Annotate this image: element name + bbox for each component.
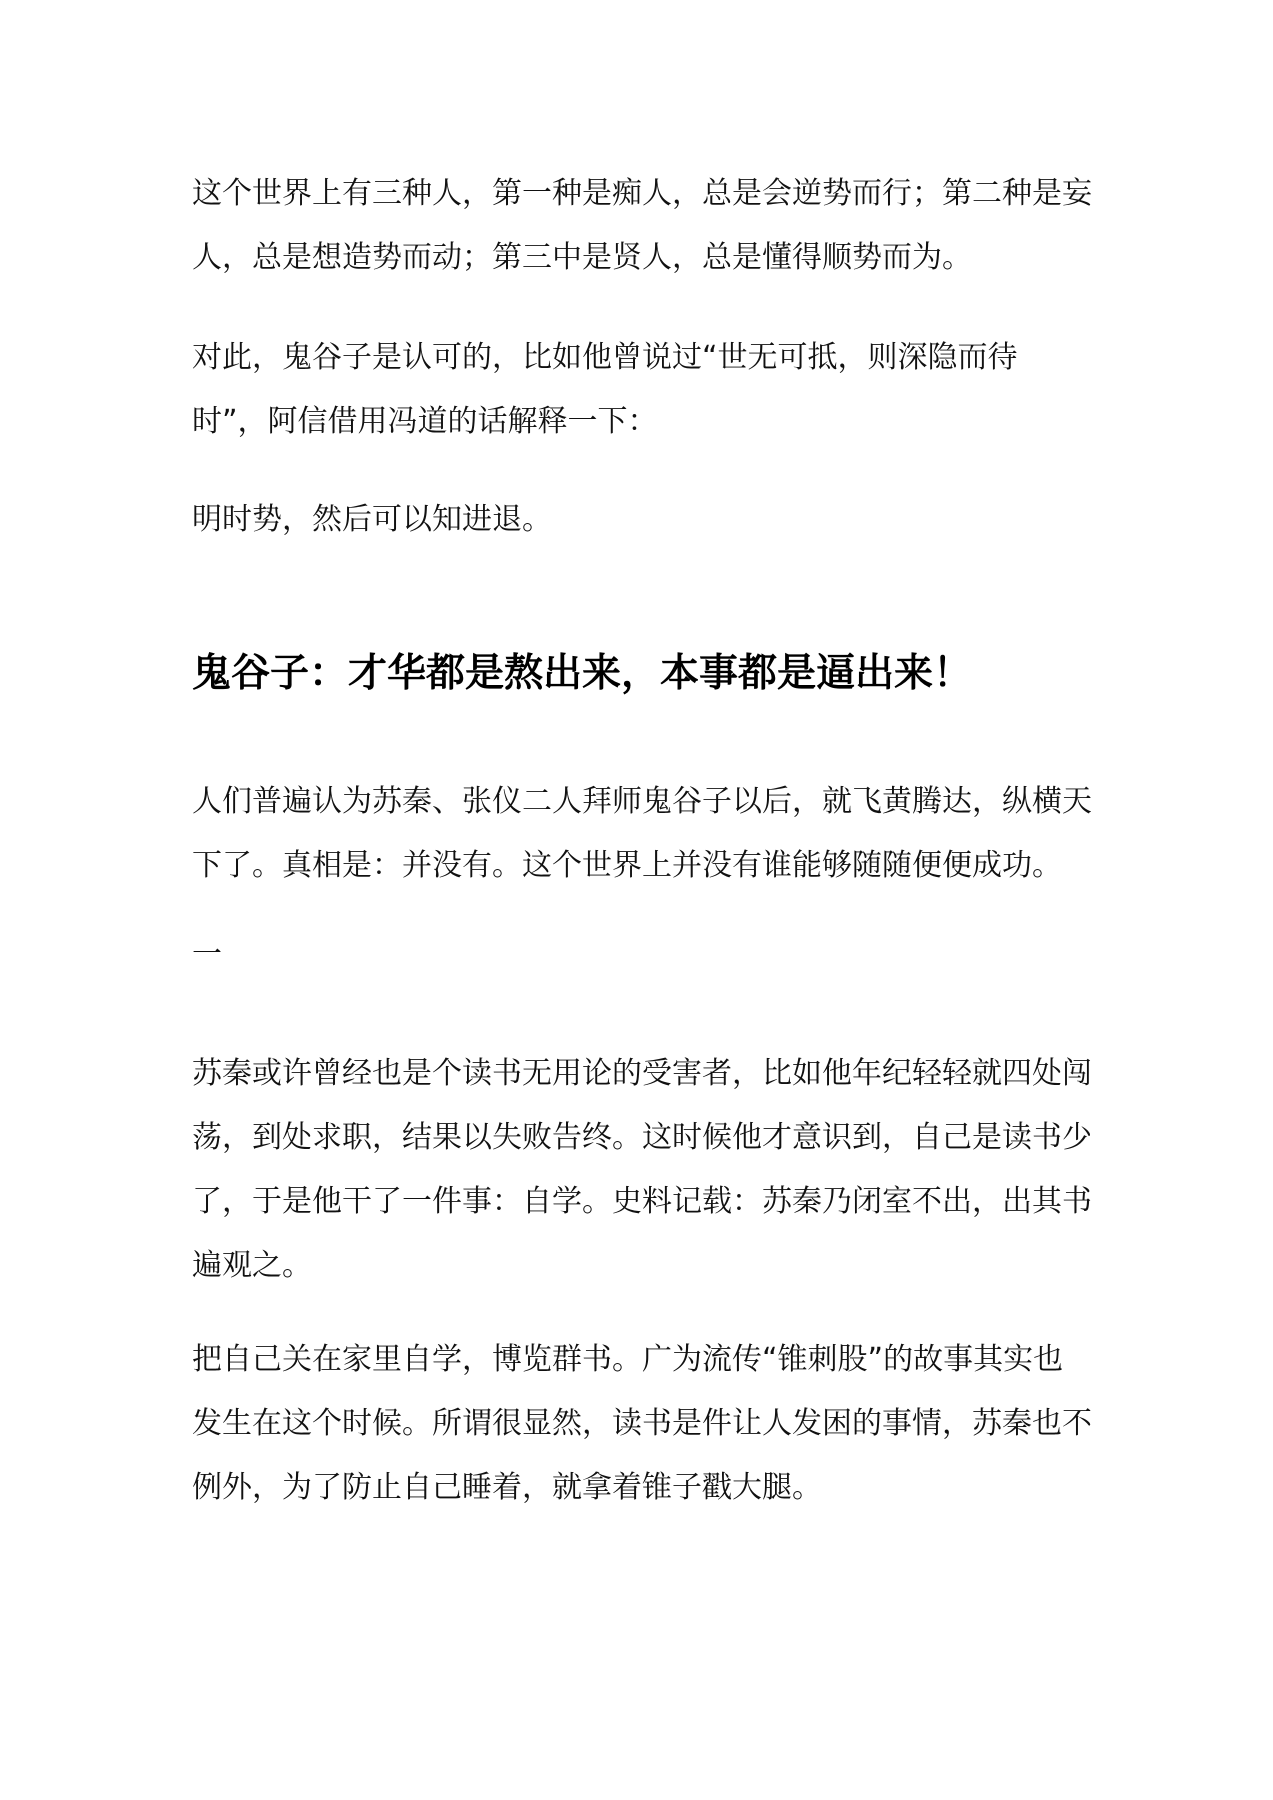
paragraph-su-qin-zhang-yi: 人们普遍认为苏秦、张仪二人拜师鬼谷子以后，就飞黄腾达，纵横天下了。真相是：并没有。这个世界上并没有谁能够随随便便成功。 bbox=[192, 784, 1092, 883]
paragraph-know-timing: 明时势，然后可以知进退。 bbox=[192, 502, 552, 537]
paragraph-awl-story: 把自己关在家里自学，博览群书。广为流传“锥刺股”的故事其实也发生在这个时候。所谓很显然，读书是件让人发困的事情，苏秦也不例外，为了防止自己睡着，就拿着锥子戳大腿。 bbox=[192, 1342, 1092, 1505]
paragraph-su-qin-self-study: 苏秦或许曾经也是个读书无用论的受害者，比如他年纪轻轻就四处闯荡，到处求职，结果以失败告终。这时候他才意识到，自己是读书少了，于是他干了一件事：自学。史料记载：苏秦乃闭室不出，出其书遍观之。 bbox=[192, 1056, 1092, 1283]
paragraph-guiguzi-quote: 对此，鬼谷子是认可的，比如他曾说过“世无可抵，则深隐而待时”，阿信借用冯道的话解释一下： bbox=[192, 340, 1018, 439]
paragraph-three-kinds-of-people: 这个世界上有三种人，第一种是痴人，总是会逆势而行；第二种是妄人，总是想造势而动；第三中是贤人，总是懂得顺势而为。 bbox=[192, 176, 1092, 275]
separator-mark: 一 bbox=[192, 937, 222, 972]
section-heading: 鬼谷子：才华都是熬出来，本事都是逼出来！ bbox=[192, 651, 973, 696]
